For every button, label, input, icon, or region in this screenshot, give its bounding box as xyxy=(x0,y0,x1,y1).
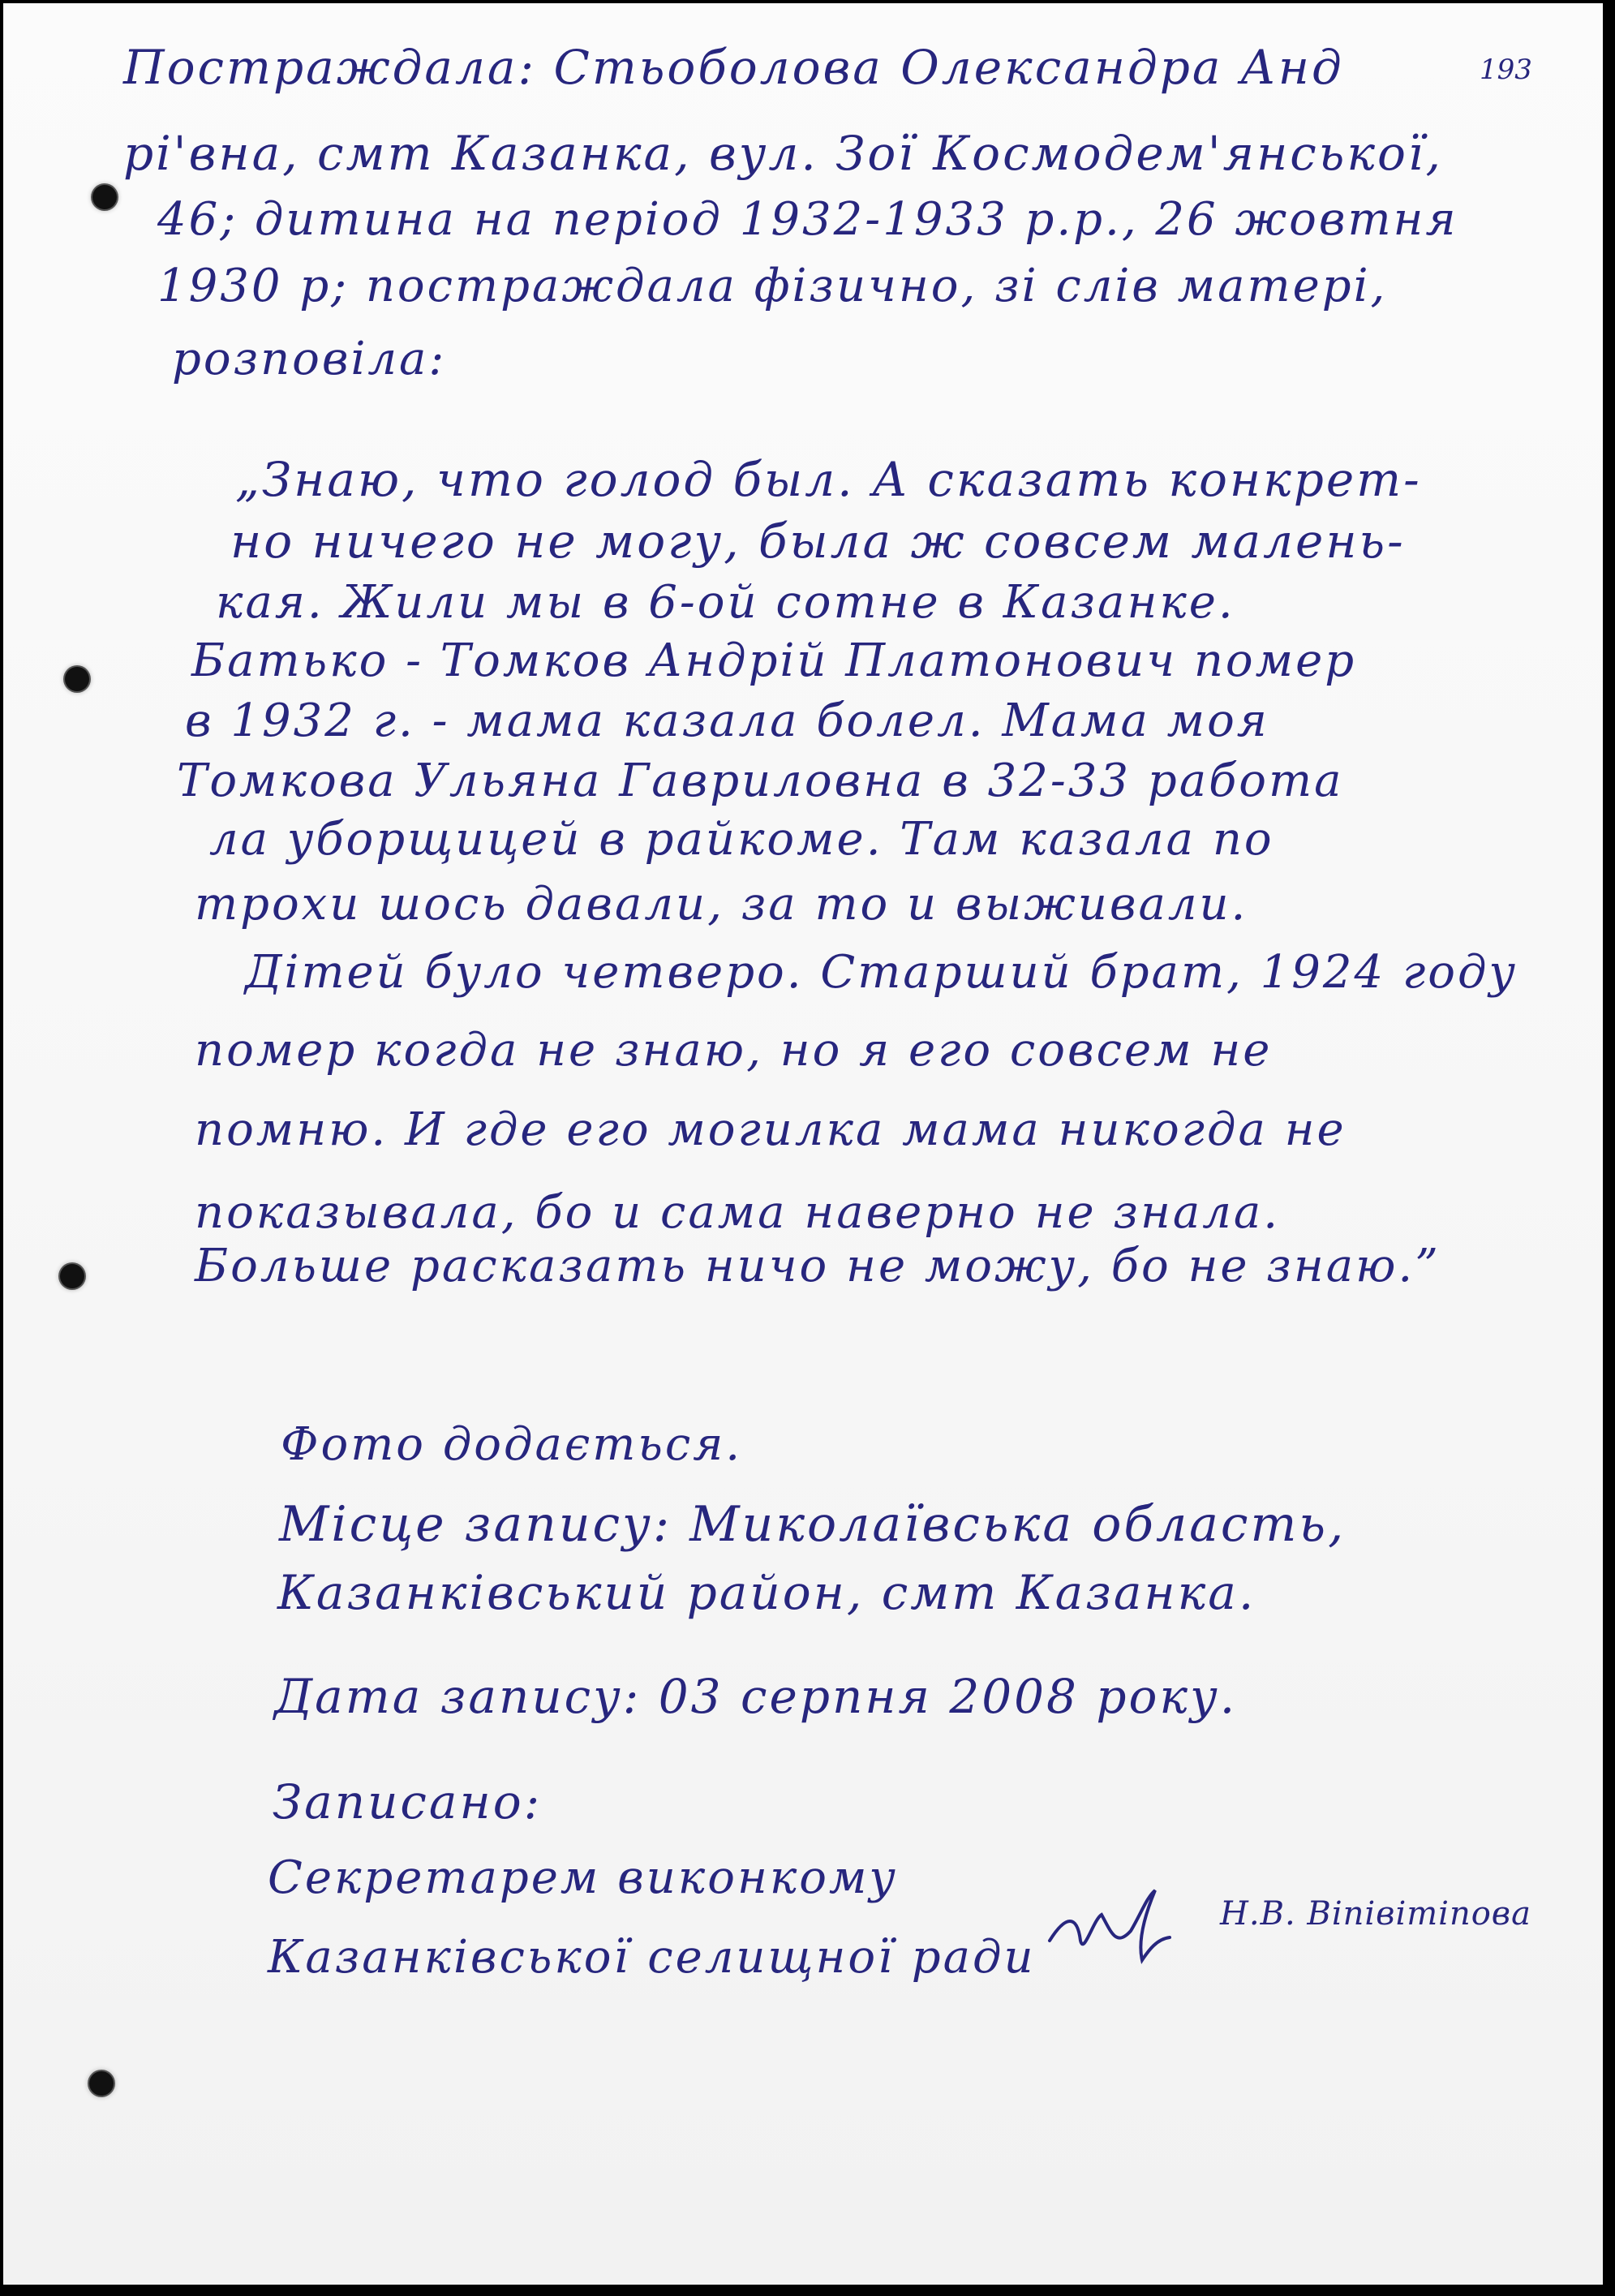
text-line: ла уборщицей в райкоме. Там казала по xyxy=(209,813,1274,866)
text-line: Больше расказать ничо не можу, бо не знаю.” xyxy=(195,1240,1441,1292)
text-line: Дітей було четверо. Старший брат, 1924 году xyxy=(245,946,1518,999)
page-number: 193 xyxy=(1480,54,1532,86)
text-line: Записано: xyxy=(273,1774,543,1829)
text-line: Казанківської селищної ради xyxy=(268,1931,1036,1984)
text-line: Казанківський район, смт Казанка. xyxy=(277,1565,1256,1620)
text-line: Батько - Томков Андрій Платонович помер xyxy=(191,634,1357,687)
text-line: 46; дитина на період 1932-1933 р.р., 26 жовтня xyxy=(157,193,1458,246)
text-line: розповіла: xyxy=(172,333,447,385)
text-line: Фото додається. xyxy=(281,1418,743,1471)
text-line: Постраждала: Стьоболова Олександра Анд xyxy=(123,40,1344,95)
text-line: Секретарем виконкому xyxy=(268,1851,898,1904)
text-line: трохи шось давали, за то и выживали. xyxy=(195,878,1248,931)
text-line: кая. Жили мы в 6-ой сотне в Казанке. xyxy=(216,576,1235,629)
punch-hole xyxy=(89,2071,114,2096)
text-line: Місце запису: Миколаївська область, xyxy=(279,1496,1347,1553)
punch-hole xyxy=(60,1264,84,1288)
punch-hole xyxy=(65,667,89,691)
text-line: помер когда не знаю, но я его совсем не xyxy=(195,1024,1273,1077)
text-line: но ничего не могу, была ж совсем малень- xyxy=(230,514,1406,569)
text-line: помню. И где его могилка мама никогда не xyxy=(195,1103,1347,1156)
signature-name: Н.В. Віпівітіпова xyxy=(1220,1895,1531,1933)
text-line: в 1932 г. - мама казала болел. Мама моя xyxy=(185,694,1269,747)
text-line: Томкова Ульяна Гавриловна в 32-33 работа xyxy=(177,755,1344,807)
text-line: показывала, бо и сама наверно не знала. xyxy=(195,1186,1281,1239)
text-line: 1930 р; постраждала фізично, зі слів матері, xyxy=(157,260,1388,312)
punch-hole xyxy=(92,185,117,209)
document-page xyxy=(3,3,1603,2285)
text-line: „Знаю, что голод был. А сказать конкрет- xyxy=(235,452,1422,507)
handwritten-signature xyxy=(1042,1882,1179,1971)
text-line: рі'вна, смт Казанка, вул. Зої Космодем'янської, xyxy=(123,126,1443,181)
text-line: Дата запису: 03 серпня 2008 року. xyxy=(274,1669,1238,1724)
